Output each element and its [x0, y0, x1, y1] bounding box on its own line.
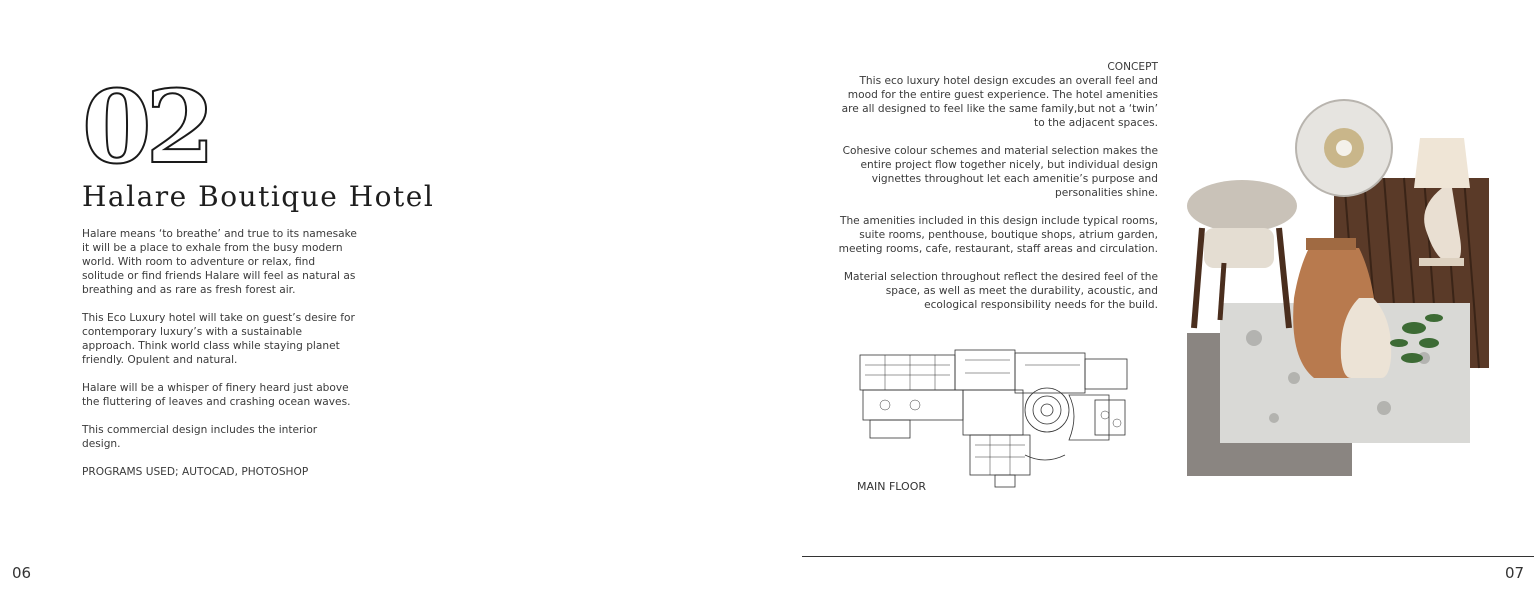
sunburst-mirror [1296, 100, 1392, 196]
concept-paragraph-4: Material selection throughout reflect the desired feel of the space, as well as meet the durability, acoustic, and ecological responsibility needs for the build. [843, 271, 1158, 311]
description-paragraph-3: Halare will be a whisper of finery heard just above the fluttering of leaves and crashing ocean waves. [82, 382, 351, 408]
concept-text [838, 60, 1158, 326]
concept-paragraph-1: This eco luxury hotel design excudes an overall feel and mood for the entire guest experience. The hotel amenities are all designed to feel like the same family,but not a ‘twin’ to the adjacent spaces. [841, 75, 1158, 129]
project-title: Halare Boutique Hotel [82, 180, 435, 213]
page-number-right: 07 [1505, 564, 1525, 582]
page-number-left: 06 [12, 564, 32, 582]
programs-used: PROGRAMS USED; AUTOCAD, PHOTOSHOP [82, 466, 309, 478]
description-paragraph-2: This Eco Luxury hotel will take on guest’s desire for contemporary luxury’s with a sustainable approach. Think world class while staying planet friendly. Opulent and natural. [82, 312, 355, 366]
floor-plan-drawing [855, 345, 1135, 495]
concept-paragraph-3: The amenities included in this design include typical rooms, suite rooms, penthouse, boutique shops, atrium garden, meeting rooms, cafe, restaurant, staff areas and circulation. [838, 215, 1158, 255]
page-divider-rule [802, 556, 1534, 557]
project-description [82, 227, 357, 493]
material-moodboard [1184, 88, 1494, 480]
floor-plan-label: MAIN FLOOR [857, 480, 927, 493]
concept-paragraph-2: Cohesive colour schemes and material selection makes the entire project flow together nicely, but individual design vignettes throughout let each amenitie’s purpose and personalities shine. [842, 145, 1158, 199]
section-number: 02 [82, 68, 210, 186]
description-paragraph-1: Halare means ‘to breathe’ and true to its namesake it will be a place to exhale from the busy modern world. With room to adventure or relax, find solitude or find friends Halare will feel as natural as breathing and as rare as fresh forest air. [82, 228, 357, 296]
description-paragraph-4: This commercial design includes the interior design. [82, 424, 318, 450]
concept-heading: CONCEPT [1107, 61, 1158, 73]
